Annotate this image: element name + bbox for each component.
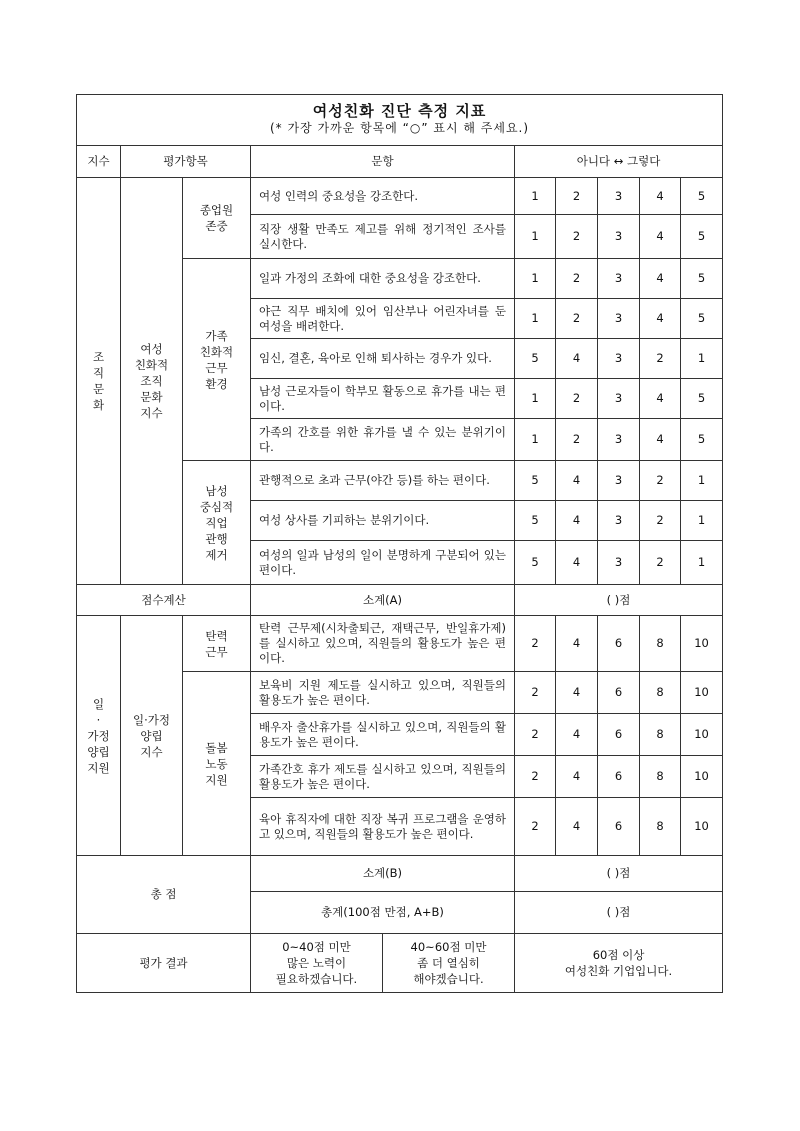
score-option: 3	[598, 501, 640, 541]
subindex-women-friendly-culture-line: 문화	[140, 390, 163, 404]
question-text: 야근 직무 배치에 있어 임산부나 어린자녀를 둔 여성을 배려한다.	[251, 299, 515, 339]
score-option: 4	[556, 461, 598, 501]
score-option: 6	[598, 798, 640, 856]
score-option: 4	[556, 339, 598, 379]
table-subtitle: (* 가장 가까운 항목에 “○” 표시 해 주세요.)	[269, 121, 530, 135]
result-high-line: 60점 이상	[592, 948, 645, 962]
table-row	[77, 616, 723, 672]
score-option: 2	[515, 672, 556, 714]
subindex-women-friendly-culture-line: 여성	[140, 342, 163, 356]
grand-total-label: 총계(100점 만점, A+B)	[251, 892, 515, 934]
index-work-family-balance-line: 지원	[87, 760, 110, 775]
question-text: 임신, 결혼, 육아로 인해 퇴사하는 경우가 있다.	[251, 339, 515, 379]
subindex-work-family-balance-line: 지수	[140, 744, 163, 759]
subindex-work-family-balance-line: 일·가정	[133, 712, 170, 727]
subtotal-a-label: 소계(A)	[251, 585, 515, 616]
score-option: 2	[556, 379, 598, 419]
category-group-line: 직업	[205, 515, 228, 530]
score-option: 6	[598, 672, 640, 714]
score-option: 5	[681, 178, 723, 215]
score-option: 4	[556, 798, 598, 856]
score-option: 10	[681, 798, 723, 856]
question-text: 육아 휴직자에 대한 직장 복귀 프로그램을 운영하고 있으며, 직원들의 활용도가 높은 편이다.	[251, 798, 515, 856]
score-option: 4	[556, 616, 598, 672]
score-option: 2	[556, 259, 598, 299]
score-option: 4	[640, 379, 681, 419]
score-option: 8	[640, 616, 681, 672]
score-option: 8	[640, 672, 681, 714]
title-cell	[77, 95, 723, 146]
score-option: 1	[515, 379, 556, 419]
score-option: 1	[681, 541, 723, 585]
score-option: 5	[515, 339, 556, 379]
category-group-line: 환경	[205, 376, 228, 391]
result-mid-line: 해야겠습니다.	[413, 972, 484, 986]
score-option: 2	[515, 798, 556, 856]
score-option: 5	[681, 215, 723, 259]
result-low-line: 많은 노력이	[286, 956, 347, 970]
score-option: 10	[681, 672, 723, 714]
question-text: 가족의 간호를 위한 휴가를 낼 수 있는 분위기이다.	[251, 419, 515, 461]
subtotal-a-row	[77, 585, 723, 616]
score-option: 5	[681, 259, 723, 299]
category-group-line: 종업원	[199, 203, 234, 217]
question-text: 보육비 지원 제도를 실시하고 있으며, 직원들의 활용도가 높은 편이다.	[251, 672, 515, 714]
score-option: 2	[515, 714, 556, 756]
index-work-family-balance-line: 양립	[87, 744, 110, 759]
subtotal-a-value: ( )점	[515, 585, 723, 616]
score-option: 5	[681, 419, 723, 461]
subindex-work-family-balance	[121, 616, 183, 856]
score-option: 8	[640, 714, 681, 756]
result-low	[251, 934, 383, 992]
result-mid-line: 40~60점 미만	[410, 940, 487, 954]
table-title: 여성친화 진단 측정 지표	[312, 102, 487, 120]
question-text: 여성의 일과 남성의 일이 분명하게 구분되어 있는 편이다.	[251, 541, 515, 585]
result-mid-line: 좀 더 열심히	[417, 956, 480, 970]
question-text: 일과 가정의 조화에 대한 중요성을 강조한다.	[251, 259, 515, 299]
score-option: 5	[681, 379, 723, 419]
question-text: 관행적으로 초과 근무(야간 등)를 하는 편이다.	[251, 461, 515, 501]
grand-total-value: ( )점	[515, 892, 723, 934]
category-group-line: 근무	[205, 644, 228, 659]
index-work-family-balance-line: 가정	[87, 728, 110, 743]
index-work-family-balance-line: 일	[92, 696, 105, 711]
score-option: 4	[640, 178, 681, 215]
category-group-line: 근무	[205, 360, 228, 375]
score-option: 1	[515, 259, 556, 299]
category-group-line: 가족	[205, 328, 228, 343]
score-option: 1	[515, 215, 556, 259]
category-group-line: 탄력	[205, 628, 228, 643]
score-option: 2	[640, 461, 681, 501]
score-option: 4	[556, 714, 598, 756]
score-option: 5	[681, 299, 723, 339]
score-option: 1	[681, 501, 723, 541]
score-option: 3	[598, 178, 640, 215]
category-group-line: 돌봄	[205, 740, 228, 755]
question-text: 탄력 근무제(시차출퇴근, 재택근무, 반일휴가제)를 실시하고 있으며, 직원들의 활용도가 높은 편이다.	[251, 616, 515, 672]
category-group	[183, 672, 251, 856]
question-text: 직장 생활 만족도 제고를 위해 정기적인 조사를 실시한다.	[251, 215, 515, 259]
score-option: 2	[640, 541, 681, 585]
index-work-family-balance-line: ·	[96, 712, 101, 727]
index-organization-culture-line: 조	[92, 350, 105, 364]
diagnosis-table	[76, 94, 723, 993]
header-category: 평가항목	[121, 146, 251, 178]
header-question: 문항	[251, 146, 515, 178]
category-group	[183, 178, 251, 259]
score-option: 3	[598, 461, 640, 501]
header-row	[77, 146, 723, 178]
result-label: 평가 결과	[77, 934, 251, 993]
score-option: 4	[640, 215, 681, 259]
score-option: 6	[598, 756, 640, 798]
header-scale: 아니다 ↔ 그렇다	[515, 146, 723, 178]
subindex-work-family-balance-line: 양립	[140, 728, 163, 743]
score-option: 5	[515, 541, 556, 585]
score-option: 6	[598, 714, 640, 756]
index-organization-culture-line: 직	[92, 366, 105, 380]
result-high-line: 여성친화 기업입니다.	[564, 964, 673, 978]
score-option: 3	[598, 259, 640, 299]
header-index: 지수	[77, 146, 121, 178]
index-organization-culture	[77, 178, 121, 585]
question-text: 배우자 출산휴가를 실시하고 있으며, 직원들의 활용도가 높은 편이다.	[251, 714, 515, 756]
subindex-women-friendly-culture-line: 조직	[140, 374, 163, 388]
score-option: 3	[598, 419, 640, 461]
subindex-women-friendly-culture-line: 친화적	[134, 358, 169, 372]
category-group-line: 노동	[205, 756, 228, 771]
score-calc-label: 점수계산	[77, 585, 251, 616]
category-group	[183, 259, 251, 461]
subtotal-b-value: ( )점	[515, 856, 723, 892]
score-option: 2	[556, 178, 598, 215]
score-option: 6	[598, 616, 640, 672]
result-low-line: 0~40점 미만	[282, 940, 351, 954]
category-group	[183, 461, 251, 585]
score-option: 10	[681, 616, 723, 672]
score-option: 8	[640, 798, 681, 856]
category-group-line: 존중	[205, 219, 228, 233]
score-option: 3	[598, 299, 640, 339]
score-option: 3	[598, 215, 640, 259]
question-text: 가족간호 휴가 제도를 실시하고 있으며, 직원들의 활용도가 높은 편이다.	[251, 756, 515, 798]
subindex-women-friendly-culture-line: 지수	[140, 406, 163, 420]
category-group-line: 지원	[205, 772, 228, 787]
score-option: 1	[681, 339, 723, 379]
total-label: 총 점	[77, 856, 251, 934]
subindex-women-friendly-culture	[121, 178, 183, 585]
score-option: 4	[556, 541, 598, 585]
score-option: 2	[515, 756, 556, 798]
score-option: 2	[640, 339, 681, 379]
result-high	[515, 934, 723, 993]
result-row	[77, 934, 723, 993]
score-option: 1	[515, 178, 556, 215]
score-option: 2	[640, 501, 681, 541]
score-option: 2	[556, 215, 598, 259]
result-split	[251, 934, 514, 992]
score-option: 2	[515, 616, 556, 672]
score-option: 4	[556, 756, 598, 798]
score-option: 4	[556, 501, 598, 541]
table-row	[77, 178, 723, 215]
score-option: 5	[515, 461, 556, 501]
question-text: 남성 근로자들이 학부모 활동으로 휴가를 내는 편이다.	[251, 379, 515, 419]
category-group-line: 중심적	[199, 499, 234, 514]
score-option: 4	[556, 672, 598, 714]
title-row	[77, 95, 723, 146]
score-option: 10	[681, 756, 723, 798]
result-low-mid-cell	[251, 934, 515, 993]
score-option: 3	[598, 379, 640, 419]
result-low-line: 필요하겠습니다.	[275, 972, 358, 986]
category-group-line: 남성	[205, 483, 228, 498]
subtotal-b-label: 소계(B)	[251, 856, 515, 892]
subtotal-b-row	[77, 856, 723, 892]
result-mid	[383, 934, 514, 992]
score-option: 2	[556, 419, 598, 461]
score-option: 1	[681, 461, 723, 501]
score-option: 4	[640, 259, 681, 299]
score-option: 3	[598, 339, 640, 379]
index-organization-culture-line: 문	[92, 382, 105, 396]
score-option: 1	[515, 299, 556, 339]
question-text: 여성 인력의 중요성을 강조한다.	[251, 178, 515, 215]
score-option: 4	[640, 419, 681, 461]
category-group	[183, 616, 251, 672]
score-option: 4	[640, 299, 681, 339]
score-option: 1	[515, 419, 556, 461]
score-option: 10	[681, 714, 723, 756]
score-option: 2	[556, 299, 598, 339]
category-group-line: 제거	[205, 547, 228, 562]
score-option: 8	[640, 756, 681, 798]
index-organization-culture-line: 화	[92, 398, 105, 412]
index-work-family-balance	[77, 616, 121, 856]
category-group-line: 친화적	[199, 344, 234, 359]
category-group-line: 관행	[205, 531, 228, 546]
question-text: 여성 상사를 기피하는 분위기이다.	[251, 501, 515, 541]
score-option: 5	[515, 501, 556, 541]
score-option: 3	[598, 541, 640, 585]
